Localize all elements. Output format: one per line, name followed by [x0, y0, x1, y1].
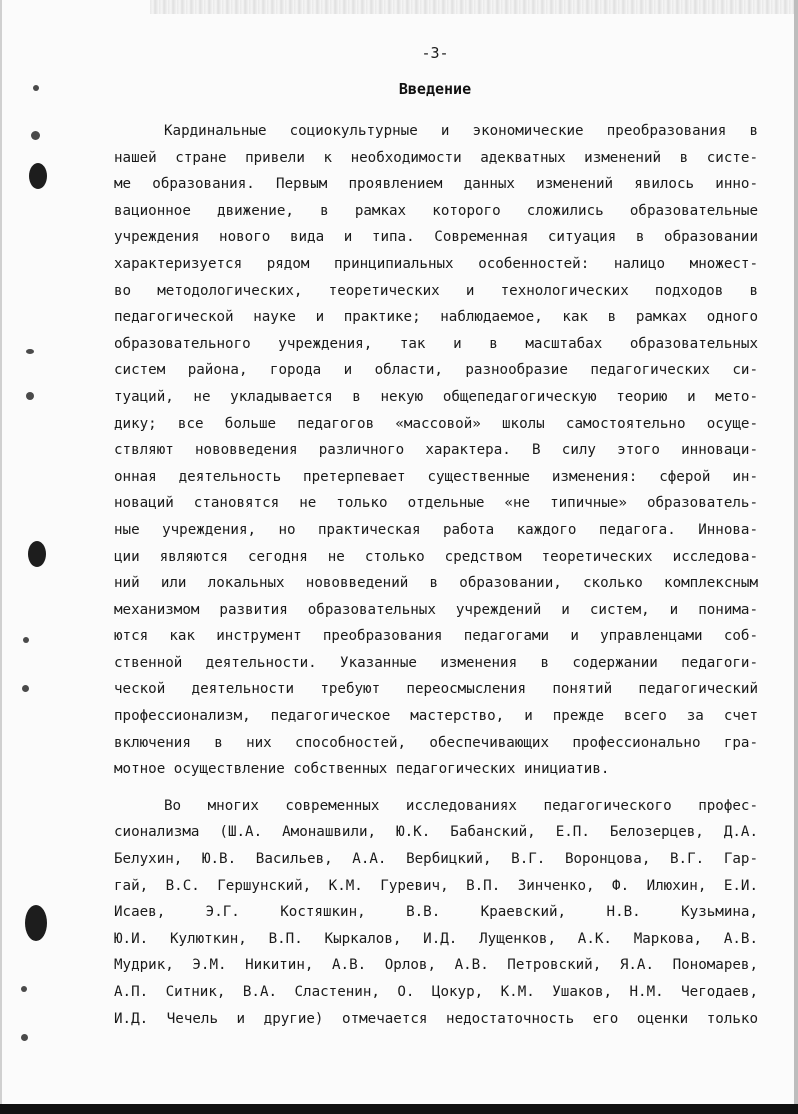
- text-line: ме образования. Первым проявлением данных изменений явилось инно-: [114, 176, 758, 193]
- text-line: ные учреждения, но практическая работа каждого педагога. Иннова-: [114, 521, 758, 538]
- text-line: Белухин, Ю.В. Васильев, А.А. Вербицкий, В.Г. Воронцова, В.Г. Гар-: [114, 851, 758, 868]
- scan-top-noise: [150, 0, 798, 14]
- text-line: гай, В.С. Гершунский, К.М. Гуревич, В.П. Зинченко, Ф. Илюхин, Е.И.: [114, 877, 758, 894]
- text-line: дику; все больше педагогов «массовой» школы самостоятельно осуще-: [114, 415, 758, 432]
- text-line: мотное осуществление собственных педагогических инициатив.: [114, 761, 610, 778]
- text-line: сионализма (Ш.А. Амонашвили, Ю.К. Бабанский, Е.П. Белозерцев, Д.А.: [114, 824, 758, 841]
- scan-left-edge: [0, 0, 2, 1114]
- text-line: Исаев, Э.Г. Костяшкин, В.В. Краевский, Н.В. Кузьмина,: [114, 904, 758, 921]
- binding-hole-mark: [29, 163, 47, 189]
- text-line: Кардинальные социокультурные и экономические преобразования в: [164, 123, 758, 139]
- binding-hole-mark: [25, 905, 47, 941]
- text-line: характеризуется рядом принципиальных особенностей: налицо множест-: [114, 255, 758, 272]
- body-text: [114, 118, 758, 1032]
- text-line: Во многих современных исследованиях педагогического профес-: [164, 797, 758, 814]
- text-line: Ю.И. Кулюткин, В.П. Кыркалов, И.Д. Лущенков, А.К. Маркова, А.В.: [114, 930, 758, 947]
- text-line: педагогической науке и практике; наблюдаемое, как в рамках одного: [114, 309, 758, 326]
- binding-hole-mark: [28, 541, 46, 567]
- text-line: учреждения нового вида и типа. Современная ситуация в образовании: [114, 229, 758, 246]
- binding-speck: [26, 392, 34, 400]
- text-line: механизмом развития образовательных учреждений и систем, и понима-: [114, 601, 758, 618]
- text-line: ственной деятельности. Указанные изменения в содержании педагоги-: [114, 654, 758, 671]
- binding-speck: [21, 1034, 28, 1041]
- binding-speck: [31, 131, 40, 140]
- text-line: И.Д. Чечель и другие) отмечается недостаточность его оценки только: [114, 1010, 758, 1027]
- scan-right-edge: [794, 0, 798, 1114]
- text-line: профессионализм, педагогическое мастерство, и прежде всего за счет: [114, 708, 758, 725]
- text-line: ции являются сегодня не столько средством теоретических исследова-: [114, 548, 758, 565]
- text-line: нашей стране привели к необходимости адекватных изменений в систе-: [114, 149, 758, 166]
- binding-speck: [21, 986, 27, 992]
- text-line: ются как инструмент преобразования педагогами и управленцами соб-: [114, 628, 758, 645]
- page-number: -3-: [421, 44, 449, 62]
- text-line: новаций становятся не только отдельные «не типичные» образователь-: [114, 495, 758, 512]
- text-line: ствляют нововведения различного характера. В силу этого инноваци-: [114, 442, 758, 459]
- text-line: А.П. Ситник, В.А. Сластенин, О. Цокур, К.М. Ушаков, Н.М. Чегодаев,: [114, 984, 758, 1000]
- binding-speck: [26, 349, 34, 354]
- text-line: ческой деятельности требуют переосмысления понятий педагогический: [114, 681, 758, 698]
- binding-speck: [23, 637, 29, 643]
- text-line: образовательного учреждения, так и в масштабах образовательных: [114, 335, 758, 352]
- text-line: ний или локальных нововведений в образовании, сколько комплексным: [114, 575, 758, 592]
- text-line: во методологических, теоретических и технологических подходов в: [114, 282, 758, 299]
- section-title: Введение: [398, 80, 472, 98]
- text-line: систем района, города и области, разнообразие педагогических си-: [114, 362, 758, 379]
- text-line: включения в них способностей, обеспечивающих профессионально гра-: [114, 734, 758, 751]
- text-line: вационное движение, в рамках которого сложились образовательные: [114, 202, 758, 219]
- text-line: онная деятельность претерпевает существенные изменения: сферой ин-: [114, 468, 758, 485]
- text-line: Мудрик, Э.М. Никитин, А.В. Орлов, А.В. Петровский, Я.А. Пономарев,: [114, 957, 758, 974]
- binding-speck: [22, 685, 29, 692]
- scan-bottom-edge: [0, 1104, 798, 1114]
- text-line: туаций, не укладывается в некую общепедагогическую теорию и мето-: [114, 388, 758, 405]
